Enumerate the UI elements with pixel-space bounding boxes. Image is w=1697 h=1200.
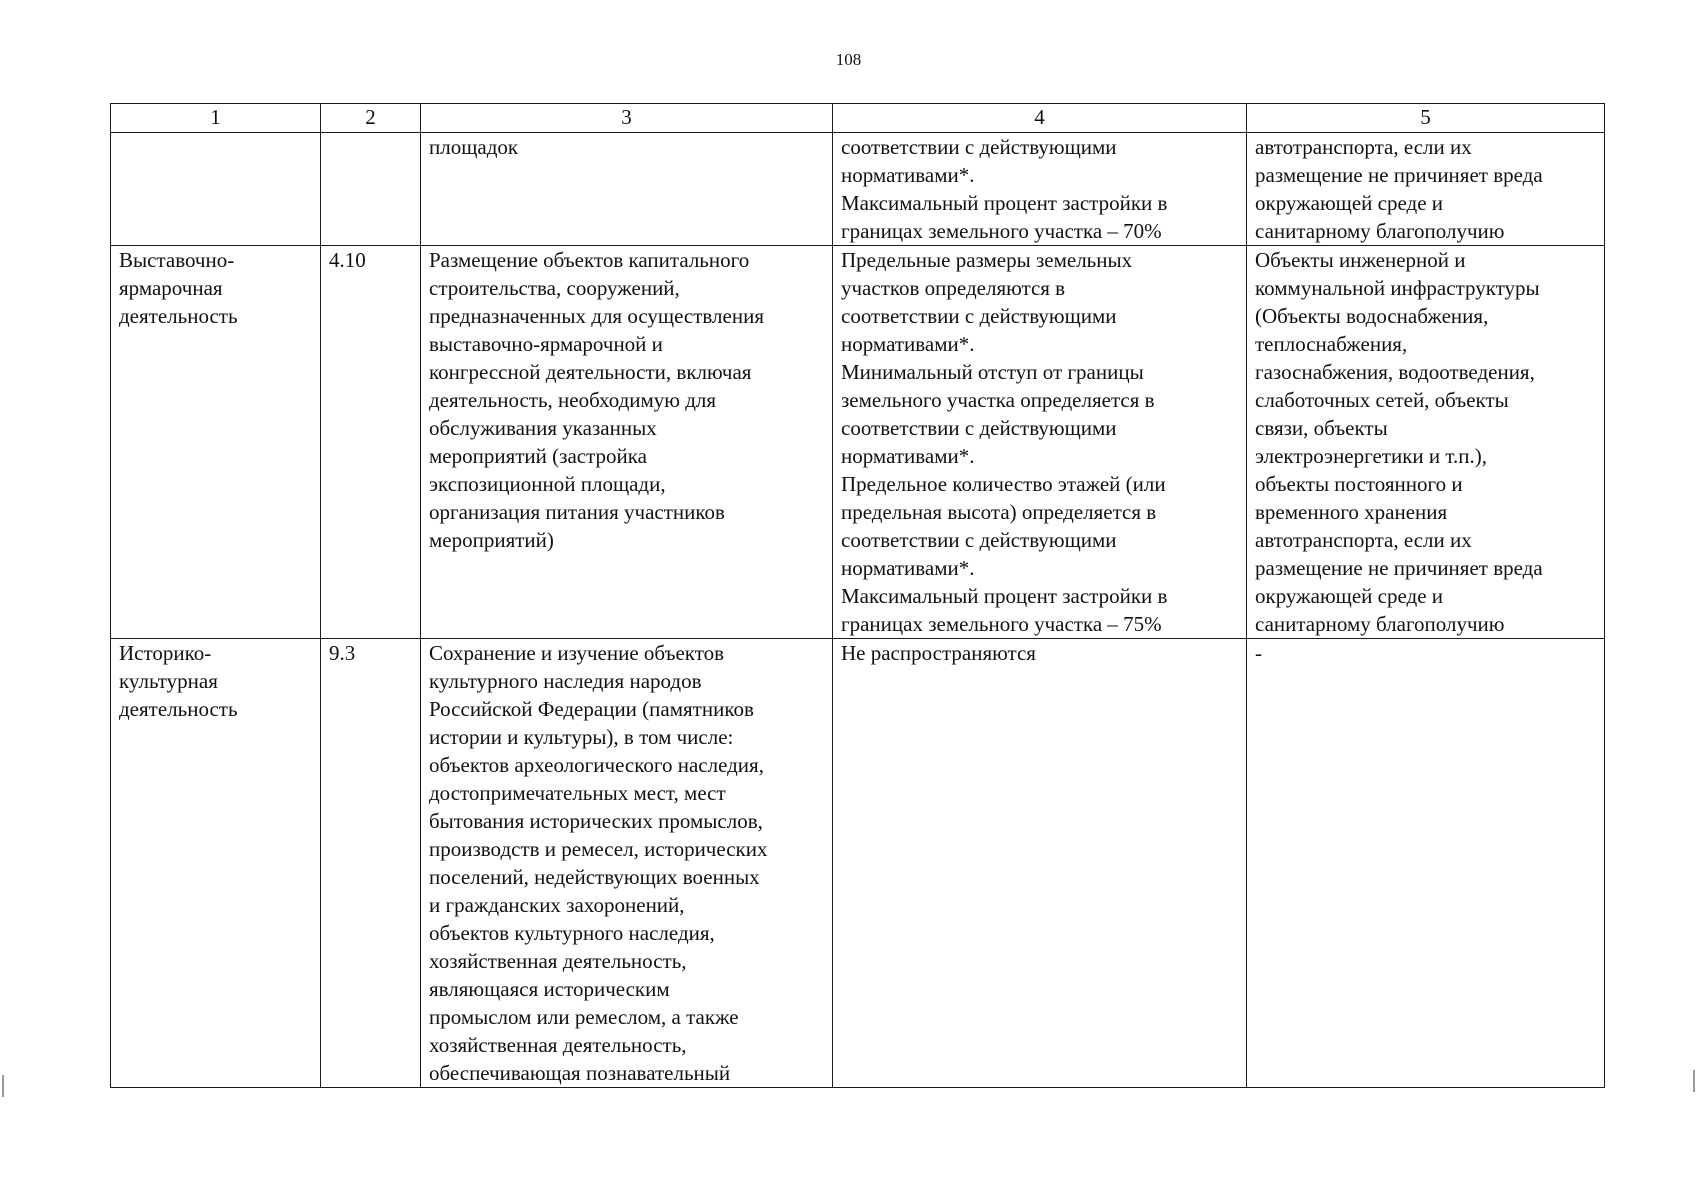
description-line: экспозиционной площади, (429, 472, 666, 496)
description-line: мероприятий (застройка (429, 444, 647, 468)
description-line: конгрессной деятельности, включая (429, 360, 752, 384)
auxiliary-uses-cell (1247, 639, 1605, 1088)
description-line: Размещение объектов капитального (429, 248, 750, 272)
parameters-line: земельного участка определяется в (841, 388, 1155, 412)
description-line: объектов культурного наследия, (429, 921, 715, 945)
parameters-line: участков определяются в (841, 276, 1066, 300)
description-line: являющаяся историческим (429, 977, 670, 1001)
description-line: объектов археологического наследия, (429, 753, 764, 777)
parameters-line: нормативами*. (841, 444, 975, 468)
parameters-line: Предельное количество этажей (или (841, 472, 1166, 496)
auxiliary-line: - (1255, 641, 1262, 665)
use-code-cell: 4.10 (321, 246, 421, 639)
parameters-cell (833, 246, 1247, 639)
column-header-2: 2 (321, 104, 421, 133)
auxiliary-line: автотранспорта, если их (1255, 528, 1472, 552)
use-name-line: Историко- (119, 641, 212, 665)
land-use-table (110, 103, 1605, 1088)
use-code-cell (321, 133, 421, 246)
auxiliary-uses-cell (1247, 133, 1605, 246)
auxiliary-line: связи, объекты (1255, 416, 1388, 440)
parameters-line: Предельные размеры земельных (841, 248, 1133, 272)
auxiliary-line: электроэнергетики и т.п.), (1255, 444, 1487, 468)
auxiliary-uses-cell (1247, 246, 1605, 639)
parameters-line: нормативами*. (841, 556, 975, 580)
parameters-line: соответствии с действующими (841, 135, 1117, 159)
parameters-cell (833, 639, 1247, 1088)
description-line: производств и ремесел, исторических (429, 837, 768, 861)
auxiliary-line: теплоснабжения, (1255, 332, 1408, 356)
auxiliary-line: размещение не причиняет вреда (1255, 163, 1543, 187)
auxiliary-line: автотранспорта, если их (1255, 135, 1472, 159)
auxiliary-line: (Объекты водоснабжения, (1255, 304, 1489, 328)
description-line: хозяйственная деятельность, (429, 949, 687, 973)
column-header-3: 3 (421, 104, 833, 133)
scan-edge-mark-left (2, 1075, 4, 1097)
table-row-continuation (111, 133, 1605, 246)
use-name-line: ярмарочная (119, 276, 223, 300)
auxiliary-line: санитарному благополучию (1255, 612, 1505, 636)
description-cell (421, 639, 833, 1088)
parameters-line: соответствии с действующими (841, 528, 1117, 552)
auxiliary-line: окружающей среде и (1255, 584, 1444, 608)
description-line: предназначенных для осуществления (429, 304, 764, 328)
parameters-line: Максимальный процент застройки в (841, 584, 1168, 608)
use-name-line: деятельность (119, 304, 238, 328)
description-line: мероприятий) (429, 528, 554, 552)
auxiliary-line: слаботочных сетей, объекты (1255, 388, 1509, 412)
auxiliary-line: Объекты инженерной и (1255, 248, 1466, 272)
parameters-line: Минимальный отступ от границы (841, 360, 1144, 384)
parameters-line: соответствии с действующими (841, 304, 1117, 328)
description-line: обслуживания указанных (429, 416, 657, 440)
auxiliary-line: окружающей среде и (1255, 191, 1444, 215)
description-line: Сохранение и изучение объектов (429, 641, 725, 665)
use-code-cell: 9.3 (321, 639, 421, 1088)
parameters-line: нормативами*. (841, 163, 975, 187)
use-name-cell (111, 639, 321, 1088)
column-number-row (111, 104, 1605, 133)
use-name-line: культурная (119, 669, 218, 693)
parameters-line: Не распространяются (841, 641, 1036, 665)
auxiliary-line: санитарному благополучию (1255, 219, 1505, 243)
description-line: площадок (429, 135, 519, 159)
description-cell (421, 246, 833, 639)
auxiliary-line: коммунальной инфраструктуры (1255, 276, 1540, 300)
auxiliary-line: объекты постоянного и (1255, 472, 1463, 496)
column-header-1: 1 (111, 104, 321, 133)
use-name-cell (111, 133, 321, 246)
description-line: хозяйственная деятельность, (429, 1033, 687, 1057)
parameters-line: границах земельного участка – 75% (841, 612, 1162, 636)
parameters-cell (833, 133, 1247, 246)
description-line: достопримечательных мест, мест (429, 781, 726, 805)
use-name-line: Выставочно- (119, 248, 235, 272)
page-number: 108 (835, 50, 862, 69)
table-row-historical (111, 639, 1605, 1088)
description-line: поселений, недействующих военных (429, 865, 760, 889)
column-header-5: 5 (1247, 104, 1605, 133)
use-name-line: деятельность (119, 697, 238, 721)
description-line: Российской Федерации (памятников (429, 697, 754, 721)
description-line: обеспечивающая познавательный (429, 1061, 731, 1085)
description-line: строительства, сооружений, (429, 276, 680, 300)
scan-edge-mark-right (1693, 1070, 1695, 1092)
use-name-cell (111, 246, 321, 639)
description-line: бытования исторических промыслов, (429, 809, 763, 833)
auxiliary-line: временного хранения (1255, 500, 1448, 524)
description-line: промыслом или ремеслом, а также (429, 1005, 739, 1029)
auxiliary-line: газоснабжения, водоотведения, (1255, 360, 1535, 384)
description-line: культурного наследия народов (429, 669, 702, 693)
table-row-exhibition (111, 246, 1605, 639)
parameters-line: предельная высота) определяется в (841, 500, 1157, 524)
description-line: деятельность, необходимую для (429, 388, 717, 412)
parameters-line: соответствии с действующими (841, 416, 1117, 440)
parameters-line: Максимальный процент застройки в (841, 191, 1168, 215)
column-header-4: 4 (833, 104, 1247, 133)
description-line: организация питания участников (429, 500, 725, 524)
description-line: и гражданских захоронений, (429, 893, 685, 917)
description-cell (421, 133, 833, 246)
parameters-line: нормативами*. (841, 332, 975, 356)
description-line: истории и культуры), в том числе: (429, 725, 734, 749)
auxiliary-line: размещение не причиняет вреда (1255, 556, 1543, 580)
description-line: выставочно-ярмарочной и (429, 332, 663, 356)
parameters-line: границах земельного участка – 70% (841, 219, 1162, 243)
